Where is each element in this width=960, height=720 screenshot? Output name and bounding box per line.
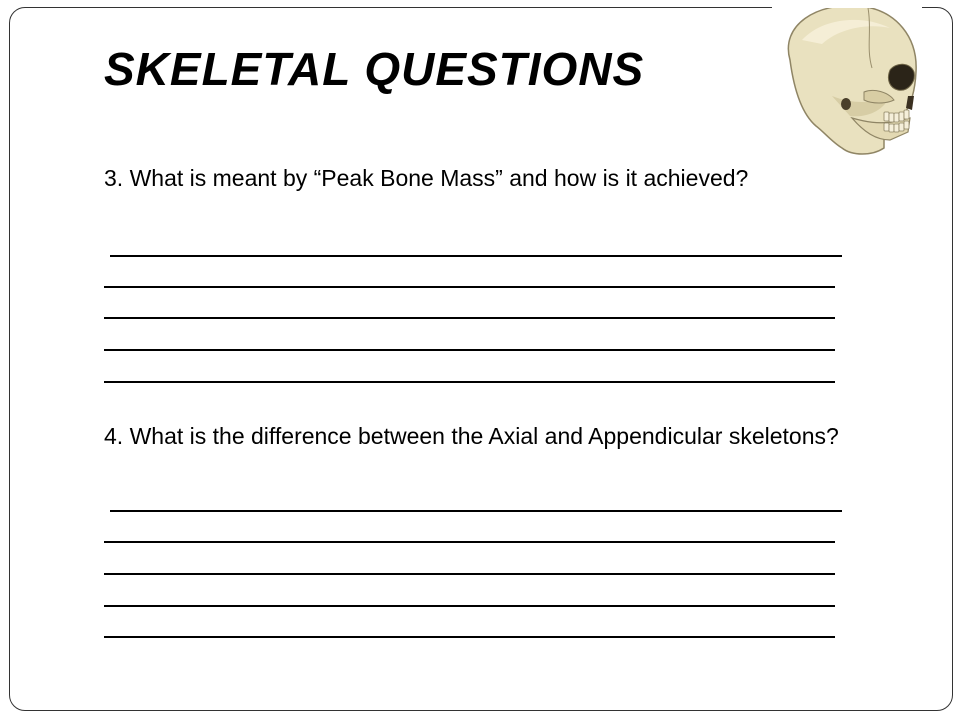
answer-line xyxy=(110,510,842,512)
answer-line xyxy=(104,541,835,543)
answer-line xyxy=(104,605,835,607)
answer-line xyxy=(104,573,835,575)
question-3: 3. What is meant by “Peak Bone Mass” and how is it achieved? xyxy=(104,165,749,191)
frame-gap xyxy=(772,0,922,8)
answer-line xyxy=(104,286,835,288)
answer-line xyxy=(110,255,842,257)
answer-line xyxy=(104,349,835,351)
skull-icon xyxy=(772,0,922,160)
answer-line xyxy=(104,317,835,319)
answer-line xyxy=(104,636,835,638)
slide-title: SKELETAL QUESTIONS xyxy=(104,43,645,95)
question-4: 4. What is the difference between the Axial and Appendicular skeletons? xyxy=(104,423,839,449)
answer-line xyxy=(104,381,835,383)
